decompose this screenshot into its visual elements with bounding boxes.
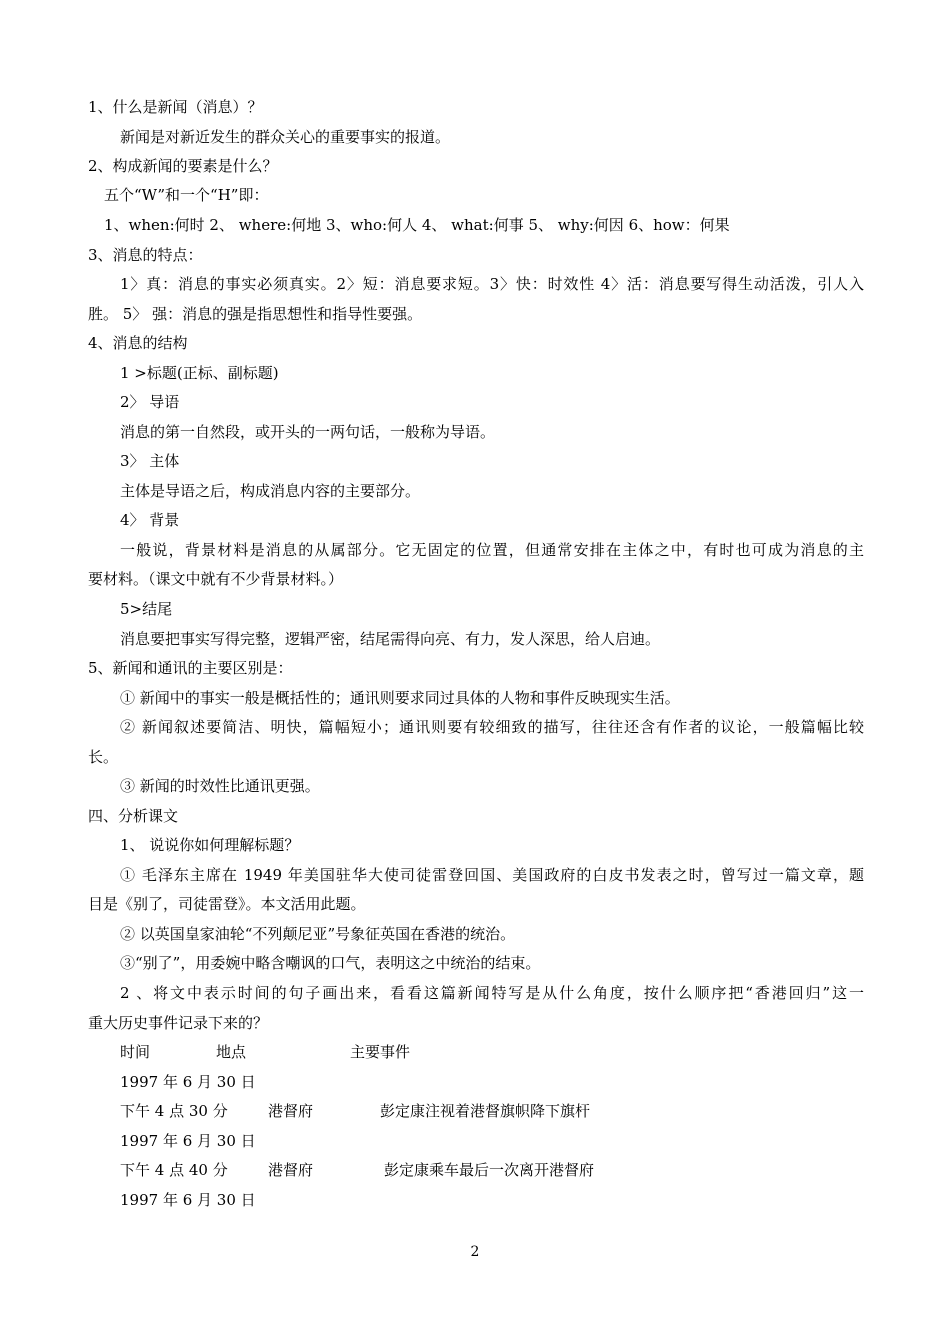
difference-2-line-1: ② 新闻叙述要简洁、明快，篇幅短小；通讯则要有较细致的描写，往往还含有作者的议论，一般篇幅比较 xyxy=(120,718,864,736)
question-3: 3、消息的特点： xyxy=(88,246,203,264)
structure-title: 1 >标题(正标、副标题) xyxy=(120,364,279,382)
table-row-1-event: 彭定康注视着港督旗帜降下旗杆 xyxy=(380,1102,591,1120)
table-header-place: 地点 xyxy=(216,1043,247,1061)
structure-background-text-2: 要材料。（课文中就有不少背景材料。） xyxy=(88,570,344,588)
answer-1: 新闻是对新近发生的群众关心的重要事实的报道。 xyxy=(120,128,451,146)
task-1-point-1-line-2: 目是《别了，司徒雷登》。本文活用此题。 xyxy=(88,895,366,913)
question-5: 5、新闻和通讯的主要区别是： xyxy=(88,659,293,677)
task-2-line-1: 2 、将文中表示时间的句子画出来，看看这篇新闻特写是从什么角度，按什么顺序把“香港回归”这一 xyxy=(120,984,864,1002)
structure-background-text-1: 一般说，背景材料是消息的从属部分。它无固定的位置，但通常安排在主体之中，有时也可成为消息的主 xyxy=(120,541,864,559)
structure-body: 3〉 主体 xyxy=(120,452,180,470)
question-2: 2、构成新闻的要素是什么？ xyxy=(88,157,278,175)
structure-ending: 5>结尾 xyxy=(120,600,173,618)
table-row-2-date: 1997 年 6 月 30 日 xyxy=(120,1132,256,1150)
table-row-1-date: 1997 年 6 月 30 日 xyxy=(120,1073,256,1091)
table-row-2-time: 下午 4 点 40 分 xyxy=(120,1161,228,1179)
answer-3-line-1: 1〉真：消息的事实必须真实。2〉短：消息要求短。3〉快：时效性 4〉活：消息要写得生动活泼，引人入 xyxy=(120,275,864,293)
table-row-2-place: 港督府 xyxy=(268,1161,314,1179)
task-1-point-3: ③“别了”，用委婉中略含嘲讽的口气，表明这之中统治的结束。 xyxy=(120,954,541,972)
task-1: 1、 说说你如何理解标题？ xyxy=(120,836,300,854)
structure-lead-text: 消息的第一自然段，或开头的一两句话，一般称为导语。 xyxy=(120,423,496,441)
answer-2-list: 1、when:何时 2、 where:何地 3、who:何人 4、 what:何事 5、 why:何因 6、how：何果 xyxy=(104,216,730,234)
difference-3: ③ 新闻的时效性比通讯更强。 xyxy=(120,777,320,795)
structure-ending-text: 消息要把事实写得完整，逻辑严密，结尾需得向亮、有力，发人深思，给人启迪。 xyxy=(120,630,661,648)
answer-2-intro: 五个“W”和一个“H”即： xyxy=(104,186,269,204)
structure-background: 4〉 背景 xyxy=(120,511,180,529)
table-row-1-place: 港督府 xyxy=(268,1102,314,1120)
difference-2-line-2: 长。 xyxy=(88,748,119,766)
page-number: 2 xyxy=(470,1244,480,1260)
structure-lead: 2〉 导语 xyxy=(120,393,180,411)
table-row-1-time: 下午 4 点 30 分 xyxy=(120,1102,228,1120)
task-1-point-1-line-1: ① 毛泽东主席在 1949 年美国驻华大使司徒雷登回国、美国政府的白皮书发表之时，曾写过一篇文章，题 xyxy=(120,866,864,884)
question-1: 1、什么是新闻（消息）？ xyxy=(88,98,263,116)
answer-3-line-2: 胜。 5〉 强：消息的强是指思想性和指导性要强。 xyxy=(88,305,423,323)
section-heading: 四、分析课文 xyxy=(88,807,179,825)
table-header-time: 时间 xyxy=(120,1043,151,1061)
table-row-3-date: 1997 年 6 月 30 日 xyxy=(120,1191,256,1209)
question-4: 4、消息的结构 xyxy=(88,334,188,352)
difference-1: ① 新闻中的事实一般是概括性的；通讯则要求同过具体的人物和事件反映现实生活。 xyxy=(120,689,680,707)
task-2-line-2: 重大历史事件记录下来的？ xyxy=(88,1014,269,1032)
table-header-event: 主要事件 xyxy=(350,1043,411,1061)
task-1-point-2: ② 以英国皇家油轮“不列颠尼亚”号象征英国在香港的统治。 xyxy=(120,925,516,943)
structure-body-text: 主体是导语之后，构成消息内容的主要部分。 xyxy=(120,482,421,500)
table-row-2-event: 彭定康乘车最后一次离开港督府 xyxy=(384,1161,595,1179)
